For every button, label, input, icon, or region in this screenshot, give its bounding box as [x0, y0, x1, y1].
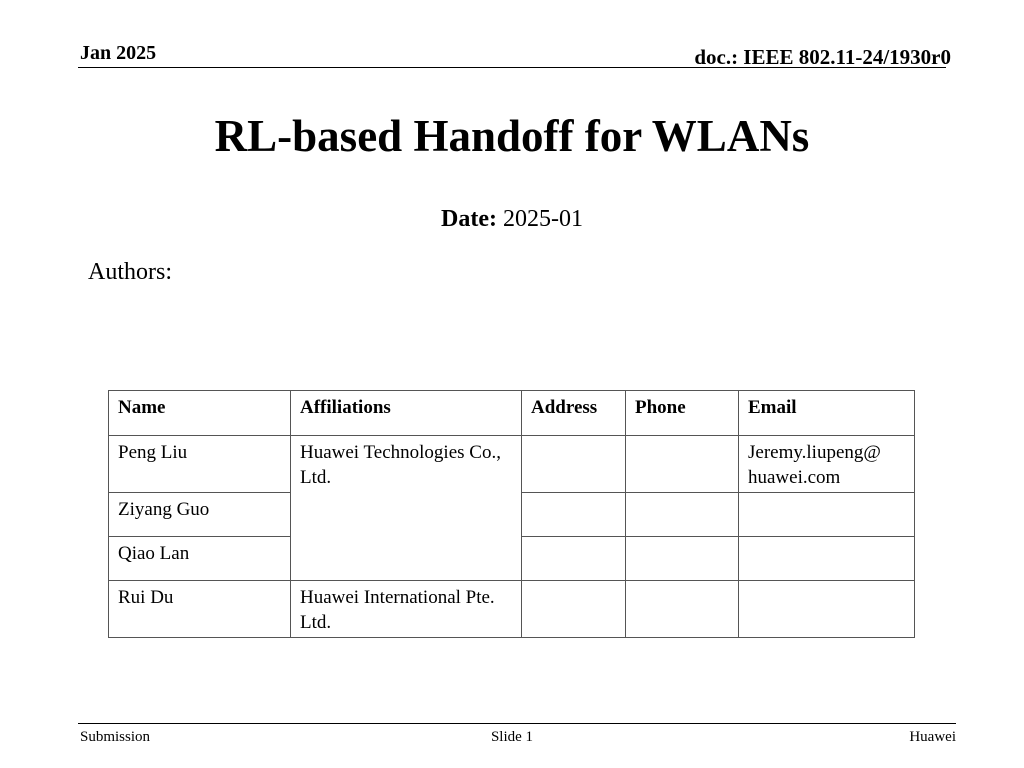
table-row: [109, 581, 915, 638]
cell-name: Qiao Lan: [109, 537, 291, 581]
cell-name: Ziyang Guo: [109, 493, 291, 537]
column-header-affiliations: Affiliations: [291, 391, 522, 436]
column-header-email: Email: [739, 391, 915, 436]
cell-address: [522, 493, 626, 537]
cell-affiliation: Huawei Technologies Co., Ltd.: [291, 436, 522, 581]
cell-email: [739, 493, 915, 537]
table-row: [109, 436, 915, 493]
cell-affiliation: Huawei International Pte. Ltd.: [291, 581, 522, 638]
header-divider: [78, 67, 946, 68]
column-header-name: Name: [109, 391, 291, 436]
date-line: [0, 206, 1024, 233]
document-id: doc.: IEEE 802.11-24/1930r0: [694, 45, 951, 69]
table-header-row: [109, 391, 915, 436]
cell-phone: [626, 436, 739, 493]
cell-address: [522, 436, 626, 493]
footer-divider: [78, 723, 956, 724]
cell-address: [522, 581, 626, 638]
authors-table: [108, 390, 915, 638]
cell-phone: [626, 493, 739, 537]
cell-address: [522, 537, 626, 581]
cell-email: Jeremy.liupeng@ huawei.com: [739, 436, 915, 493]
footer-company: Huawei: [909, 729, 956, 745]
cell-email: [739, 537, 915, 581]
cell-phone: [626, 581, 739, 638]
column-header-address: Address: [522, 391, 626, 436]
cell-email: [739, 581, 915, 638]
cell-phone: [626, 537, 739, 581]
date-value: 2025-01: [502, 206, 583, 232]
cell-name: Peng Liu: [109, 436, 291, 493]
header-date: Jan 2025: [80, 42, 157, 64]
column-header-phone: Phone: [626, 391, 739, 436]
cell-name: Rui Du: [109, 581, 291, 638]
date-label: Date:: [441, 206, 497, 232]
slide-number: Slide 1: [490, 729, 534, 745]
footer-submission: Submission: [80, 729, 151, 745]
slide-title: RL-based Handoff for WLANs: [214, 111, 810, 161]
authors-label: Authors:: [88, 259, 172, 285]
